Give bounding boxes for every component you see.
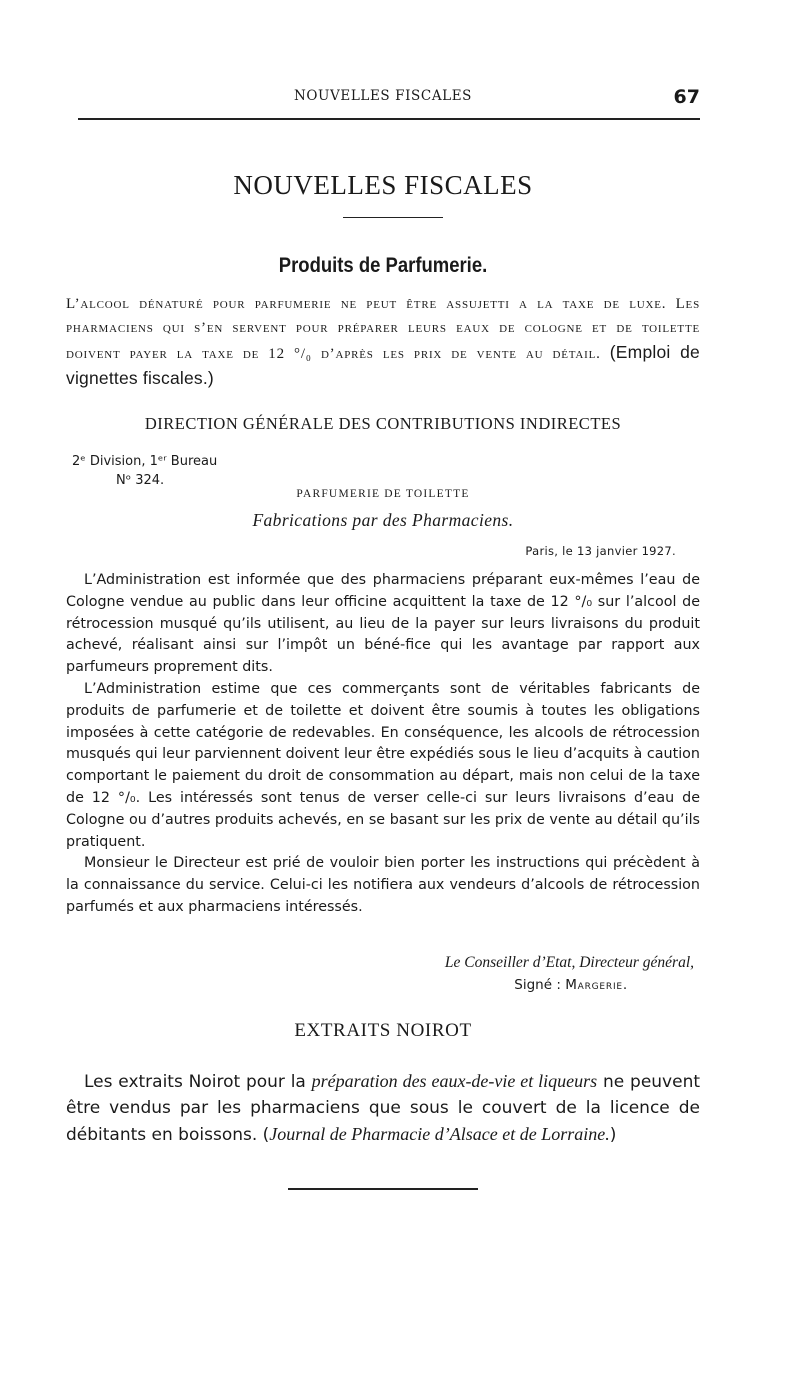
summary-smallcaps: L’alcool dénaturé pour parfumerie ne peut être assujetti a la taxe de luxe. Les pharmaciens qui s’en servent pour préparer leurs eaux de cologne et de toilette doivent payer la taxe de 12 °/₀ d’après les prix de vente au détail. (66, 296, 700, 362)
extraits-italic-1: préparation des eaux-de-vie et liqueurs (311, 1071, 598, 1091)
article-summary (66, 292, 700, 392)
running-title: NOUVELLES FISCALES (293, 88, 473, 104)
paragraph: L’Administration estime que ces commerçants sont de véritables fabricants de produits de parfumerie et de toilette et doivent être soumis à toutes les obligations imposées à cette catégorie de redevables. En conséquence, les alcools de rétrocession musqués qui leur parviennent doivent leur être expédiés sous le lieu d’acquits à caution comportant le paiement du droit de consommation au départ, mais non celui de la taxe de 12 °/₀. Les intéressés sont tenus de verser celle-ci sur leurs livraisons d’eau de Cologne ou d’autres produits achevés, en se basant sur les prix de vente au détail qu’ils pratiquent. (66, 680, 700, 850)
division-number: Nᵒ 324. (116, 473, 165, 488)
page-number: 67 (673, 86, 700, 108)
article-body (66, 570, 700, 919)
article-subtitle: Produits de Parfumerie. (278, 254, 488, 277)
title-rule (343, 217, 443, 218)
extraits-text-3: ) (609, 1125, 617, 1145)
end-rule (288, 1188, 478, 1190)
signatory-name: Margerie. (565, 977, 628, 993)
dateline: Paris, le 13 janvier 1927. (525, 544, 676, 558)
division-line: 2ᵉ Division, 1ᵉʳ Bureau (72, 454, 218, 469)
fabrications-heading: Fabrications par des Pharmaciens. (252, 510, 514, 530)
division-reference (72, 452, 217, 490)
signature-block (294, 952, 694, 996)
paragraph (66, 1068, 700, 1148)
extraits-body (66, 1068, 700, 1148)
extraits-title: EXTRAITS NOIROT (294, 1020, 472, 1041)
signature-signed (294, 974, 694, 996)
document-page (66, 0, 700, 1380)
summary-plain: (Emploi de vignettes fiscales.) (66, 342, 700, 388)
extraits-italic-2: Journal de Pharmacie d’Alsace et de Lorraine. (269, 1124, 610, 1144)
extraits-text-2: ne peuvent être vendus par les pharmaciens que sous le couvert de la licence de débitants en boissons. ( (66, 1072, 701, 1145)
paragraph: L’Administration est informée que des pharmaciens préparant eux-mêmes l’eau de Cologne vendue au public dans leur officine acquittent la taxe de 12 °/₀ sur l’alcool de rétrocession musqué qu’ils utilisent, au lieu de la payer sur leurs livraisons du produit achevé, réalisant ainsi sur l’impôt un béné-fice qui les avantage par rapport aux parfumeurs proprement dits. (66, 572, 700, 676)
parfumerie-heading: PARFUMERIE DE TOILETTE (296, 488, 470, 500)
paragraph: Monsieur le Directeur est prié de vouloir bien porter les instructions qui précèdent à la connaissance du service. Celui-ci les notifiera aux vendeurs d’alcools de rétrocession parfumés et aux pharmaciens intéressés. (66, 855, 700, 915)
direction-heading: DIRECTION GÉNÉRALE DES CONTRIBUTIONS INDIRECTES (144, 414, 622, 433)
extraits-text-1: Les extraits Noirot pour la (84, 1072, 306, 1092)
running-header (66, 86, 700, 108)
signed-label: Signé : (514, 977, 561, 993)
article-title: NOUVELLES FISCALES (233, 170, 533, 200)
signature-title: Le Conseiller d’Etat, Directeur général, (444, 954, 694, 971)
header-rule (78, 118, 700, 120)
